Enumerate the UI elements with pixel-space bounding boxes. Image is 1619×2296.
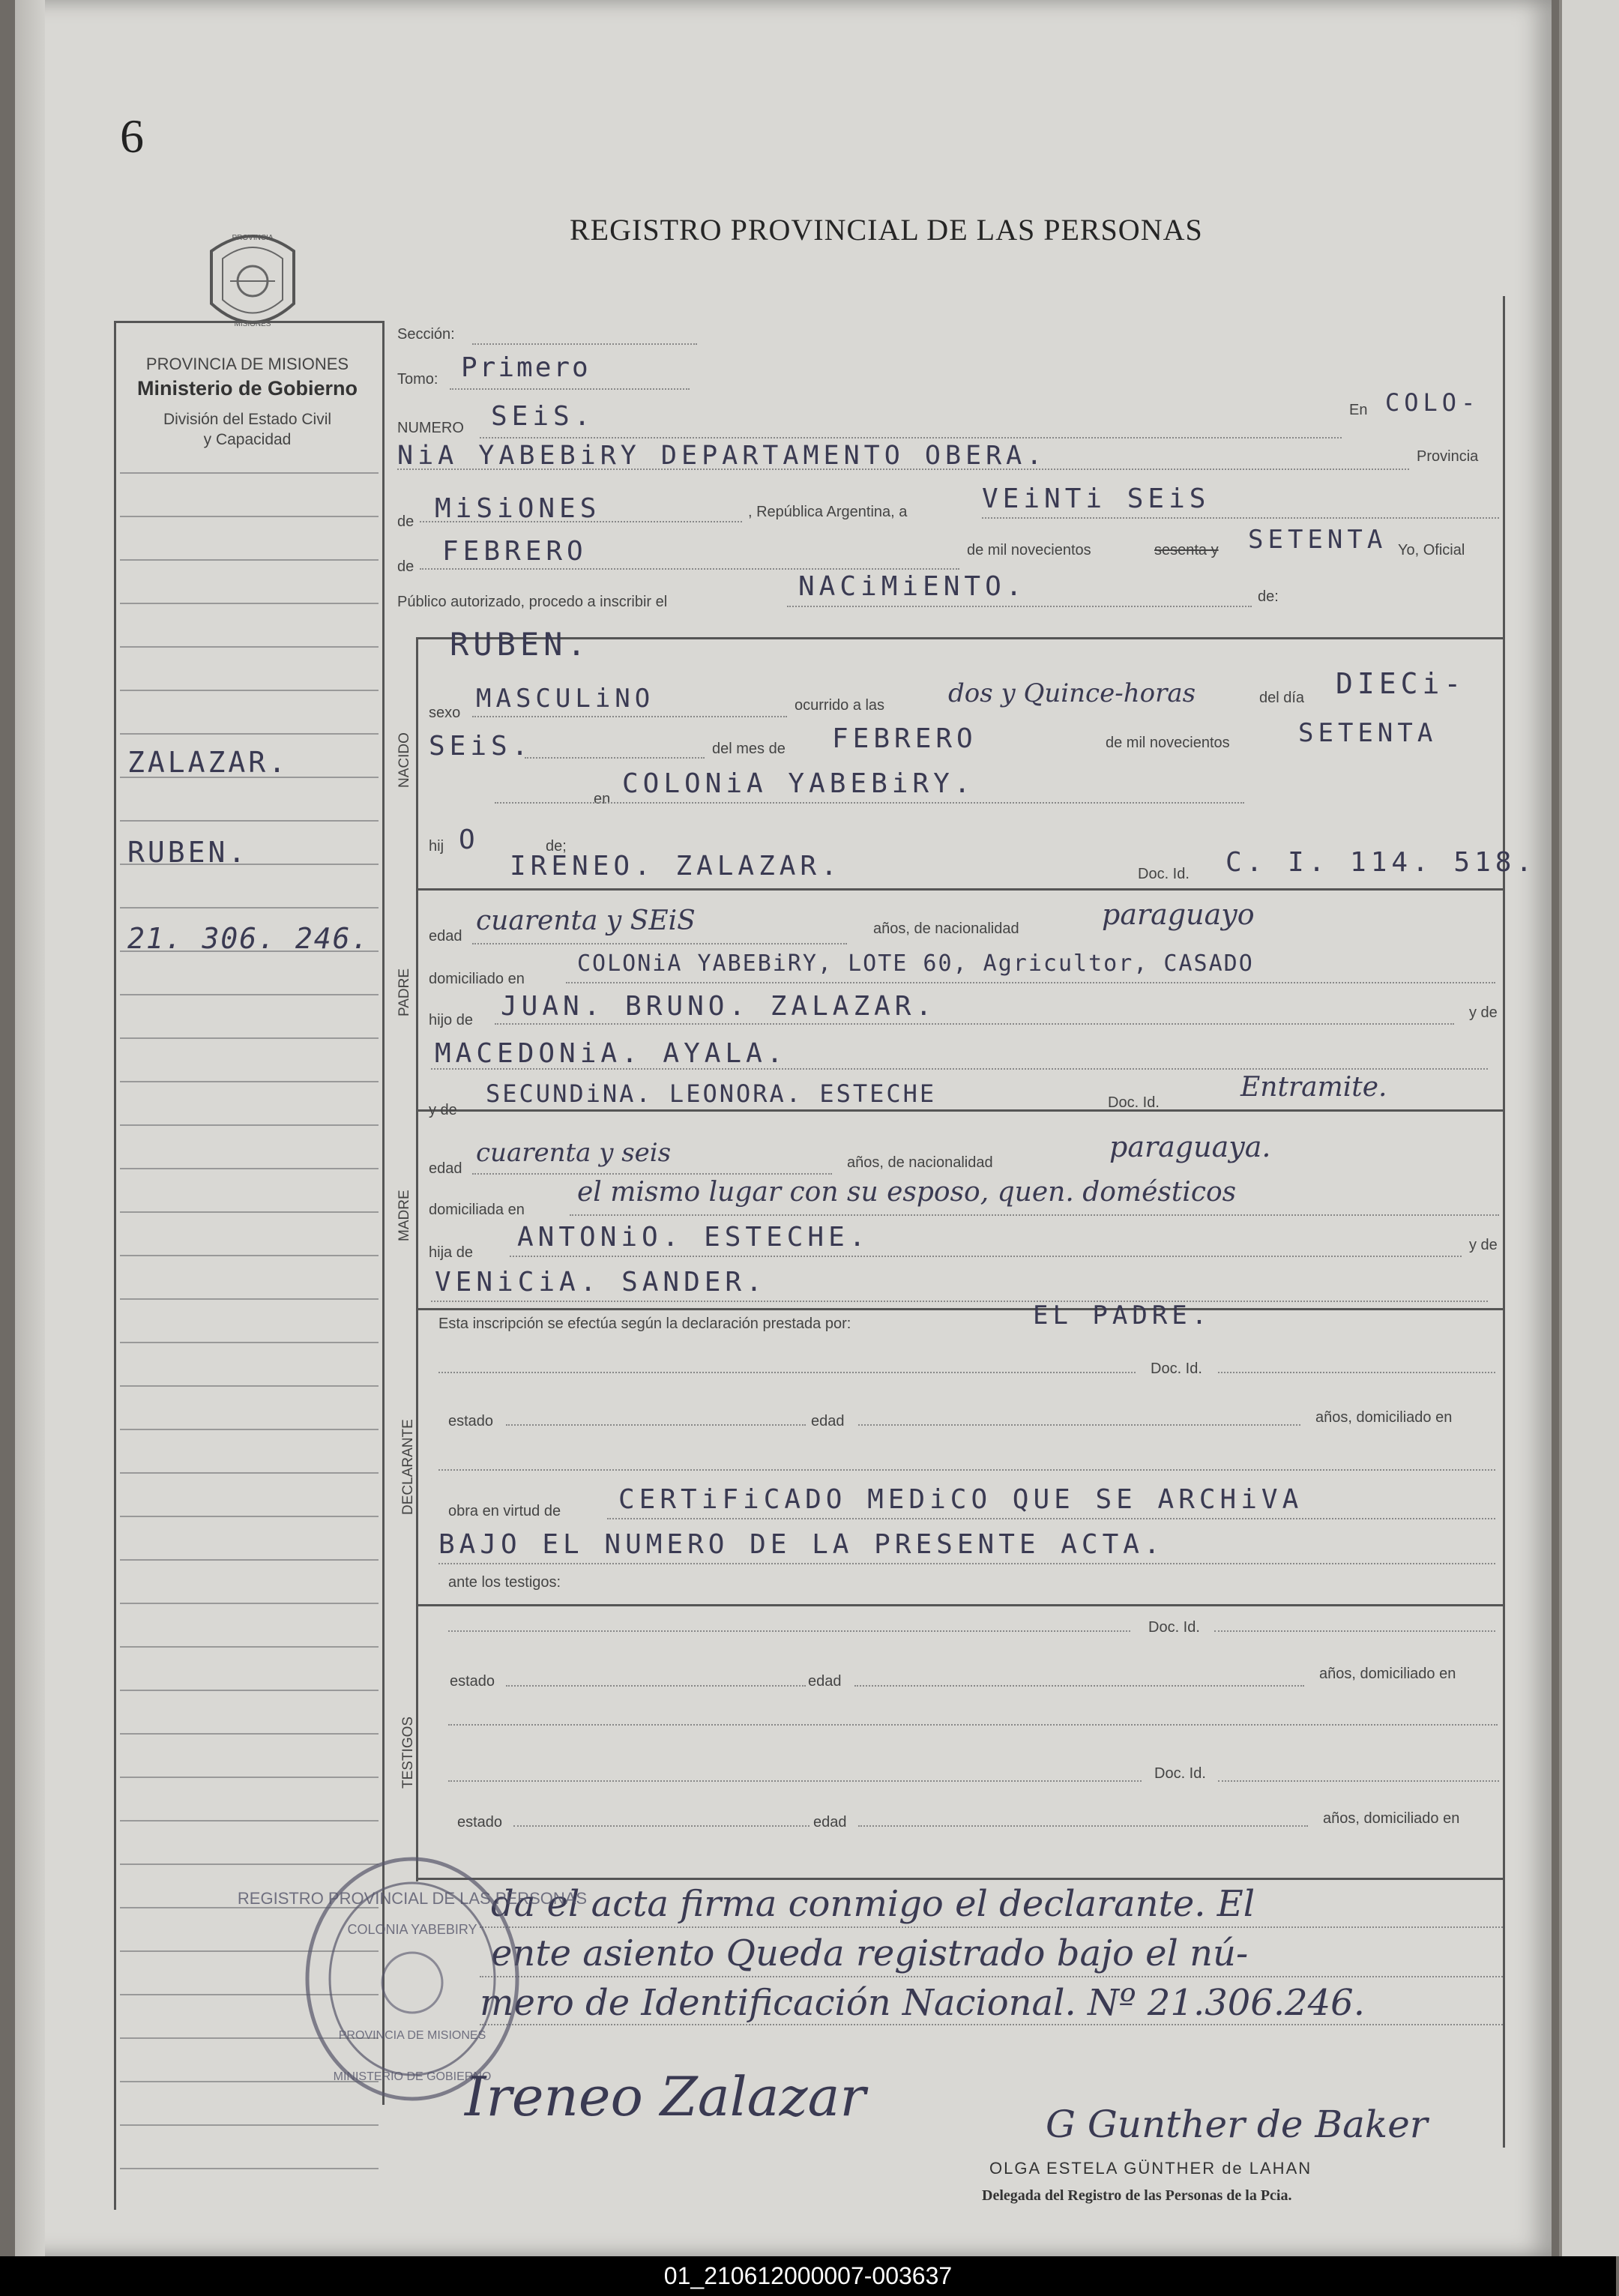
margin-rule-line [120, 1124, 379, 1126]
seal-text-bottom: MISIONES [234, 320, 271, 328]
entry-madre-dom: el mismo lugar con su esposo, quen. domésticos [577, 1177, 1237, 1208]
institution-division: División del Estado Civil [163, 411, 332, 428]
margin-rule-line [120, 1429, 379, 1430]
declarante-top-line [416, 1308, 1503, 1310]
label-doc-id-test1: Doc. Id. [1148, 1619, 1200, 1636]
label-edad-test1: edad [808, 1673, 842, 1690]
label-republica: , República Argentina, a [748, 504, 908, 520]
section-madre: MADRE [397, 1190, 412, 1241]
label-declaracion: Esta inscripción se efectúa según la declaración prestada por: [438, 1316, 851, 1332]
label-domiciliada-madre: domiciliada en [429, 1202, 525, 1218]
entry-hora: dos y Quince-horas [948, 678, 1196, 708]
label-y-de-padre: y de [1469, 1004, 1498, 1021]
testigos-bottom-line [416, 1878, 1503, 1880]
binding-edge [15, 0, 45, 2256]
entry-abuelo-m: ANTONiO. ESTECHE. [517, 1222, 870, 1253]
entry-madre-edad: cuarenta y seis [476, 1138, 672, 1168]
entry-mes: FEBRERO [832, 723, 977, 754]
entry-hijo-letra: O [459, 825, 480, 855]
label-yo-oficial: Yo, Oficial [1398, 542, 1465, 558]
label-de-1: de [397, 513, 414, 530]
margin-rule-line [120, 1081, 379, 1082]
label-tomo: Tomo: [397, 371, 438, 388]
entry-sexo: MASCULiNO [476, 684, 655, 714]
label-edad-padre: edad [429, 928, 462, 944]
padre-top-line [416, 888, 1503, 891]
signature-declarant: Ireneo Zalazar [465, 2065, 866, 2128]
label-doc-id-test2: Doc. Id. [1154, 1765, 1206, 1782]
margin-rule-line [120, 1820, 379, 1822]
image-id-footer: 01_210612000007-003637 [0, 2256, 1616, 2296]
entry-numero: SEiS. [491, 401, 595, 432]
section-nacido: NACIDO [397, 732, 412, 788]
label-ante: ante los testigos: [448, 1574, 561, 1591]
label-anos-dom-test2: años, domiciliado en [1323, 1810, 1460, 1827]
stamp-bottom-text: PROVINCIA DE MISIONES [338, 2029, 486, 2042]
margin-rule-line [120, 559, 379, 561]
label-numero: NUMERO [397, 420, 464, 436]
entry-madre-nac: paraguaya. [1109, 1130, 1271, 1163]
frame-right-line [1503, 296, 1505, 2148]
label-edad-madre: edad [429, 1160, 462, 1177]
label-de-mil: de mil novecientos [967, 542, 1091, 558]
section-testigos: TESTIGOS [400, 1716, 416, 1789]
entry-padre-doc: C. I. 114. 518. [1225, 847, 1537, 878]
margin-rule-line [120, 1037, 379, 1039]
margin-rule-line [120, 2168, 379, 2169]
entry-lugar-nac: COLONiA YABEBiRY. [622, 768, 975, 799]
section-declarante: DECLARANTE [400, 1419, 416, 1515]
margin-rule-line [120, 1472, 379, 1474]
margin-rule-line [120, 1211, 379, 1213]
margin-rule-line [120, 603, 379, 604]
entry-fecha-mes: FEBRERO [442, 536, 588, 567]
label-edad-test2: edad [813, 1814, 847, 1831]
adjacent-page-edge [1559, 0, 1619, 2256]
frame-mid-line [382, 321, 385, 2105]
entry-fecha-dia: VEiNTi SEiS [982, 483, 1211, 514]
entry-obra-2: BAJO EL NUMERO DE LA PRESENTE ACTA. [438, 1529, 1165, 1560]
stamp-outer-bottom: MINISTERIO DE GOBIERNO [333, 2070, 492, 2083]
margin-rule-line [120, 1646, 379, 1648]
label-del-mes: del mes de [712, 741, 786, 757]
margin-rule-line [120, 1298, 379, 1300]
institution-province: PROVINCIA DE MISIONES [145, 355, 349, 373]
label-publico: Público autorizado, procedo a inscribir el [397, 594, 668, 610]
entry-provincia: MiSiONES [435, 493, 601, 524]
label-de-colon: de: [1258, 588, 1279, 605]
label-y-de-madre-2: y de [1469, 1237, 1498, 1253]
label-hijo-de: hijo de [429, 1012, 473, 1028]
stamp-ring-text: REGISTRO PROVINCIAL DE LAS PERSONAS [237, 1889, 588, 1908]
label-anos-dom-test1: años, domiciliado en [1319, 1666, 1456, 1682]
coat-of-arms-icon [196, 221, 309, 341]
margin-rule-line [120, 1385, 379, 1387]
label-edad-decl: edad [811, 1413, 845, 1429]
margin-rule-line [120, 733, 379, 735]
official-name: OLGA ESTELA GÜNTHER de LAHAN [989, 2159, 1312, 2178]
label-sexo: sexo [429, 705, 461, 721]
label-hijo: hij [429, 838, 444, 855]
entry-nombre: RUBEN. [450, 626, 591, 663]
section-label-line [416, 637, 418, 1881]
margin-rule-line [120, 1777, 379, 1778]
entry-abuelo: JUAN. BRUNO. ZALAZAR. [501, 991, 937, 1022]
page-title: REGISTRO PROVINCIAL DE LAS PERSONAS [570, 213, 1203, 247]
label-doc-id-padre: Doc. Id. [1138, 866, 1190, 882]
label-en-nac: en [594, 791, 611, 807]
frame-top-left [114, 321, 384, 323]
margin-rule-line [120, 1559, 379, 1561]
entry-abuela: MACEDONiA. AYALA. [435, 1038, 788, 1069]
margin-rule-line [120, 1603, 379, 1604]
label-del-dia: del día [1259, 690, 1305, 706]
label-anos-nac-madre: años, de nacionalidad [847, 1154, 993, 1171]
label-de-semicolon: de; [546, 838, 567, 855]
frame-left-line [114, 321, 116, 2210]
label-estado-decl: estado [448, 1413, 494, 1429]
label-struck: sesenta y [1154, 542, 1219, 558]
entry-padre-nombre: IRENEO. ZALAZAR. [510, 851, 842, 882]
label-hija-de: hija de [429, 1244, 473, 1261]
entry-anio: SETENTA [1248, 525, 1387, 555]
margin-rule-line [120, 2124, 379, 2126]
margin-rule-line [120, 994, 379, 995]
entry-dia-a: DIECi- [1336, 667, 1466, 700]
stamp-inner-text: COLONIA YABEBIRY [347, 1922, 477, 1937]
margin-rule-line [120, 516, 379, 517]
entry-dia-b: SEiS. [429, 731, 533, 762]
label-estado-test2: estado [457, 1814, 503, 1831]
entry-padre-dom: COLONiA YABEBiRY, LOTE 60, Agricultor, CASADO [577, 950, 1254, 977]
entry-madre-doc: Entramite. [1240, 1072, 1387, 1103]
label-y-de-madre: y de [429, 1102, 457, 1118]
official-title: Delegada del Registro de las Personas de la Pcia. [982, 2187, 1292, 2204]
entry-padre-nac: paraguayo [1102, 898, 1255, 931]
margin-rule-line [120, 1690, 379, 1691]
margin-rule-line [120, 907, 379, 909]
entry-en-colo: COLO- [1385, 388, 1480, 417]
label-provincia: Provincia [1417, 448, 1479, 465]
page-number: 6 [120, 109, 144, 163]
institution-capacity: y Capacidad [203, 431, 292, 448]
label-de-mil-nov: de mil novecientos [1106, 735, 1230, 751]
margin-rule-line [120, 646, 379, 648]
entry-lugar: NiA YABEBiRY DEPARTAMENTO OBERA. [397, 441, 1047, 471]
entry-tomo: Primero [461, 352, 591, 383]
entry-declarante: EL PADRE. [1033, 1301, 1212, 1331]
label-doc-id-madre: Doc. Id. [1108, 1094, 1160, 1111]
madre-top-line [416, 1109, 1503, 1112]
entry-obra-1: CERTiFiCADO MEDiCO QUE SE ARCHiVA [618, 1484, 1303, 1515]
section-padre: PADRE [397, 968, 412, 1016]
institution-ministry: Ministerio de Gobierno [136, 377, 358, 400]
label-domiciliado-padre: domiciliado en [429, 971, 525, 987]
signature-official: G Gunther de Baker [1046, 2103, 1428, 2146]
label-de-2: de [397, 558, 414, 575]
margin-rule-line [120, 1342, 379, 1343]
margin-rule-line [120, 820, 379, 822]
label-ocurrido: ocurrido a las [795, 697, 885, 714]
label-en: En [1349, 402, 1368, 418]
seal-text-top: PROVINCIA [232, 234, 274, 242]
entry-padre-edad: cuarenta y SEiS [476, 906, 696, 936]
label-estado-test1: estado [450, 1673, 495, 1690]
entry-abuela-m: VENiCiA. SANDER. [435, 1267, 767, 1298]
closing-line-2: ente asiento Queda registrado bajo el nú- [491, 1932, 1249, 1974]
entry-madre-nombre: SECUNDiNA. LEONORA. ESTECHE [486, 1079, 937, 1108]
label-obra: obra en virtud de [448, 1503, 561, 1519]
closing-line-3: mero de Identificación Nacional. Nº 21.306.246. [480, 1982, 1365, 2024]
margin-surname: ZALAZAR. [127, 746, 289, 779]
margin-id-number: 21. 306. 246. [127, 922, 370, 955]
entry-acto: NACiMiENTO. [798, 571, 1027, 602]
margin-rule-line [120, 472, 379, 474]
margin-given-name: RUBEN. [127, 836, 249, 869]
margin-rule-line [120, 1733, 379, 1735]
label-anos-nac-padre: años, de nacionalidad [873, 920, 1019, 937]
testigos-top-line [416, 1604, 1503, 1606]
margin-rule-line [120, 1516, 379, 1517]
entry-anio-nac: SETENTA [1298, 718, 1438, 748]
margin-rule-line [120, 690, 379, 691]
label-seccion: Sección: [397, 326, 455, 343]
margin-rule-line [120, 1255, 379, 1256]
label-anos-dom-decl: años, domiciliado en [1315, 1409, 1453, 1426]
label-doc-id-decl: Doc. Id. [1151, 1361, 1202, 1377]
margin-rule-line [120, 1168, 379, 1169]
closing-line-1: da el acta firma conmigo el declarante. El [491, 1883, 1255, 1925]
